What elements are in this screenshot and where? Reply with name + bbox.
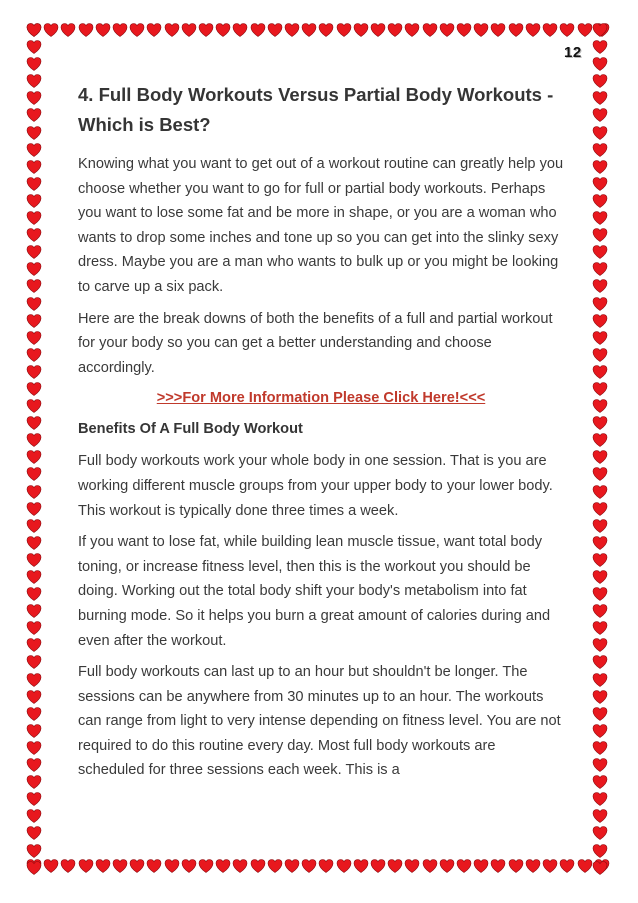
heart-icon: [592, 261, 608, 277]
heart-icon: [592, 193, 608, 209]
heart-icon: [592, 860, 608, 876]
heart-icon: [318, 858, 334, 874]
heart-icon: [215, 22, 231, 38]
heart-icon: [284, 858, 300, 874]
heart-icon: [559, 22, 575, 38]
heart-icon: [60, 858, 76, 874]
heart-icon: [336, 858, 352, 874]
heart-icon: [95, 858, 111, 874]
heart-icon: [232, 858, 248, 874]
heart-icon: [78, 858, 94, 874]
heart-icon: [456, 22, 472, 38]
heart-icon: [26, 176, 42, 192]
heart-icon: [439, 22, 455, 38]
heart-icon: [301, 858, 317, 874]
heart-icon: [404, 22, 420, 38]
heart-icon: [592, 313, 608, 329]
heart-icon: [490, 858, 506, 874]
heart-icon: [26, 654, 42, 670]
heart-icon: [490, 22, 506, 38]
more-info-link[interactable]: >>>For More Information Please Click Here!<<<: [156, 390, 486, 407]
heart-icon: [525, 22, 541, 38]
heart-icon: [439, 858, 455, 874]
heart-icon: [592, 501, 608, 517]
heart-icon: [592, 415, 608, 431]
heart-icon: [387, 22, 403, 38]
heart-icon: [542, 22, 558, 38]
section-subheading: Benefits Of A Full Body Workout: [78, 421, 303, 438]
heart-icon: [26, 278, 42, 294]
heart-icon: [592, 142, 608, 158]
heart-icon: [26, 296, 42, 312]
heart-border-top: [26, 22, 610, 40]
body-paragraph: Full body workouts can last up to an hour but shouldn't be longer. The sessions can be anywhere from 30 minutes up to an hour. The workouts can range from light to very intense depending on fitness level. You are not required to do this routine every day. Most full body workouts are scheduled for three sessions each week. This is a: [78, 664, 561, 779]
body-paragraph: If you want to lose fat, while building lean muscle tissue, want total body toning, or increase fitness level, then this is the workout you should be doing. Working out the total body shift your body's metabolism into fat burning mode. So it helps you burn a great amount of calories during and even after the workout.: [78, 534, 551, 649]
heart-icon: [284, 22, 300, 38]
article-heading: 4. Full Body Workouts Versus Partial Body Workouts - Which is Best?: [78, 84, 554, 135]
heart-icon: [592, 398, 608, 414]
heart-icon: [26, 142, 42, 158]
heart-icon: [250, 22, 266, 38]
heart-icon: [26, 244, 42, 260]
heart-icon: [26, 159, 42, 175]
heart-icon: [26, 364, 42, 380]
heart-icon: [592, 381, 608, 397]
heart-icon: [26, 723, 42, 739]
heart-icon: [26, 620, 42, 636]
heart-icon: [542, 858, 558, 874]
heart-icon: [26, 552, 42, 568]
heart-icon: [164, 858, 180, 874]
heart-icon: [422, 22, 438, 38]
heart-icon: [26, 415, 42, 431]
heart-icon: [26, 843, 42, 859]
heart-icon: [592, 706, 608, 722]
heart-icon: [592, 466, 608, 482]
heart-icon: [592, 740, 608, 756]
heart-icon: [215, 858, 231, 874]
heart-icon: [198, 858, 214, 874]
heart-icon: [336, 22, 352, 38]
heart-icon: [112, 858, 128, 874]
heart-icon: [26, 791, 42, 807]
heart-icon: [26, 347, 42, 363]
heart-icon: [26, 193, 42, 209]
heart-icon: [353, 22, 369, 38]
heart-icon: [26, 860, 42, 876]
heart-icon: [592, 22, 608, 38]
heart-icon: [592, 535, 608, 551]
heart-icon: [592, 791, 608, 807]
heart-icon: [26, 535, 42, 551]
heart-icon: [26, 107, 42, 123]
heart-icon: [26, 740, 42, 756]
heart-icon: [370, 858, 386, 874]
heart-icon: [592, 296, 608, 312]
heart-icon: [318, 22, 334, 38]
heart-icon: [473, 858, 489, 874]
heart-icon: [250, 858, 266, 874]
intro-paragraph: Here are the break downs of both the benefits of a full and partial workout for your body so you can get a better understanding and choose accordingly.: [78, 310, 553, 376]
heart-icon: [26, 73, 42, 89]
heart-icon: [592, 518, 608, 534]
heart-icon: [592, 689, 608, 705]
heart-icon: [26, 330, 42, 346]
heart-icon: [592, 449, 608, 465]
body-paragraph: Full body workouts work your whole body in one session. That is you are working different muscle groups from your upper body to your lower body. This workout is typically done three times a week.: [78, 453, 553, 519]
heart-icon: [26, 501, 42, 517]
heart-icon: [592, 808, 608, 824]
heart-icon: [592, 723, 608, 739]
heart-icon: [26, 672, 42, 688]
heart-icon: [26, 432, 42, 448]
heart-icon: [26, 689, 42, 705]
heart-icon: [181, 22, 197, 38]
heart-icon: [26, 22, 42, 38]
heart-icon: [592, 603, 608, 619]
heart-icon: [592, 347, 608, 363]
heart-icon: [164, 22, 180, 38]
heart-icon: [129, 858, 145, 874]
heart-icon: [592, 159, 608, 175]
heart-icon: [26, 398, 42, 414]
heart-icon: [525, 858, 541, 874]
heart-icon: [404, 858, 420, 874]
heart-icon: [26, 90, 42, 106]
heart-icon: [26, 125, 42, 141]
heart-icon: [26, 261, 42, 277]
heart-icon: [592, 620, 608, 636]
more-info-link-row: [78, 387, 564, 409]
heart-icon: [26, 313, 42, 329]
heart-icon: [592, 654, 608, 670]
heart-icon: [592, 586, 608, 602]
heart-icon: [592, 552, 608, 568]
heart-icon: [78, 22, 94, 38]
heart-icon: [592, 637, 608, 653]
heart-icon: [456, 858, 472, 874]
heart-icon: [112, 22, 128, 38]
heart-icon: [592, 210, 608, 226]
heart-icon: [146, 858, 162, 874]
heart-icon: [267, 858, 283, 874]
heart-icon: [26, 637, 42, 653]
heart-border-right: [592, 22, 610, 876]
heart-icon: [26, 449, 42, 465]
heart-icon: [26, 56, 42, 72]
heart-icon: [387, 858, 403, 874]
heart-icon: [473, 22, 489, 38]
heart-icon: [26, 586, 42, 602]
heart-icon: [592, 125, 608, 141]
heart-icon: [592, 672, 608, 688]
heart-icon: [592, 432, 608, 448]
heart-icon: [26, 39, 42, 55]
heart-icon: [146, 22, 162, 38]
heart-icon: [592, 39, 608, 55]
heart-icon: [129, 22, 145, 38]
heart-icon: [26, 518, 42, 534]
heart-border-bottom: [26, 858, 610, 876]
heart-icon: [592, 244, 608, 260]
heart-icon: [60, 22, 76, 38]
heart-icon: [592, 757, 608, 773]
heart-icon: [592, 825, 608, 841]
heart-icon: [592, 330, 608, 346]
heart-icon: [508, 22, 524, 38]
heart-icon: [26, 569, 42, 585]
intro-paragraph: Knowing what you want to get out of a workout routine can greatly help you choose whether you want to go for full or partial body workouts. Perhaps you want to lose some fat and be more in shape, or you are a woman who wants to drop some inches and tone up so you can get into the slinky sexy dress. Maybe you are a man who wants to bulk up or you might be looking to carve up a six pack.: [78, 156, 564, 295]
heart-icon: [26, 757, 42, 773]
heart-icon: [26, 808, 42, 824]
heart-icon: [592, 56, 608, 72]
heart-icon: [592, 107, 608, 123]
heart-icon: [26, 381, 42, 397]
heart-icon: [508, 858, 524, 874]
heart-icon: [26, 466, 42, 482]
heart-border-left: [26, 22, 44, 876]
heart-icon: [592, 73, 608, 89]
heart-icon: [43, 858, 59, 874]
heart-icon: [26, 706, 42, 722]
page-number: 12: [564, 44, 582, 61]
heart-icon: [592, 364, 608, 380]
heart-icon: [26, 774, 42, 790]
heart-icon: [592, 569, 608, 585]
heart-icon: [26, 603, 42, 619]
heart-icon: [95, 22, 111, 38]
heart-icon: [198, 22, 214, 38]
heart-icon: [26, 210, 42, 226]
heart-icon: [422, 858, 438, 874]
heart-icon: [592, 90, 608, 106]
heart-icon: [592, 227, 608, 243]
heart-icon: [592, 774, 608, 790]
heart-icon: [26, 825, 42, 841]
heart-icon: [592, 484, 608, 500]
heart-icon: [181, 858, 197, 874]
heart-icon: [592, 278, 608, 294]
heart-icon: [592, 843, 608, 859]
article: [78, 80, 564, 790]
heart-icon: [353, 858, 369, 874]
heart-icon: [232, 22, 248, 38]
heart-icon: [559, 858, 575, 874]
heart-icon: [26, 484, 42, 500]
heart-icon: [26, 227, 42, 243]
heart-icon: [43, 22, 59, 38]
heart-icon: [301, 22, 317, 38]
heart-icon: [577, 858, 593, 874]
heart-icon: [267, 22, 283, 38]
heart-icon: [577, 22, 593, 38]
heart-icon: [370, 22, 386, 38]
heart-icon: [592, 176, 608, 192]
